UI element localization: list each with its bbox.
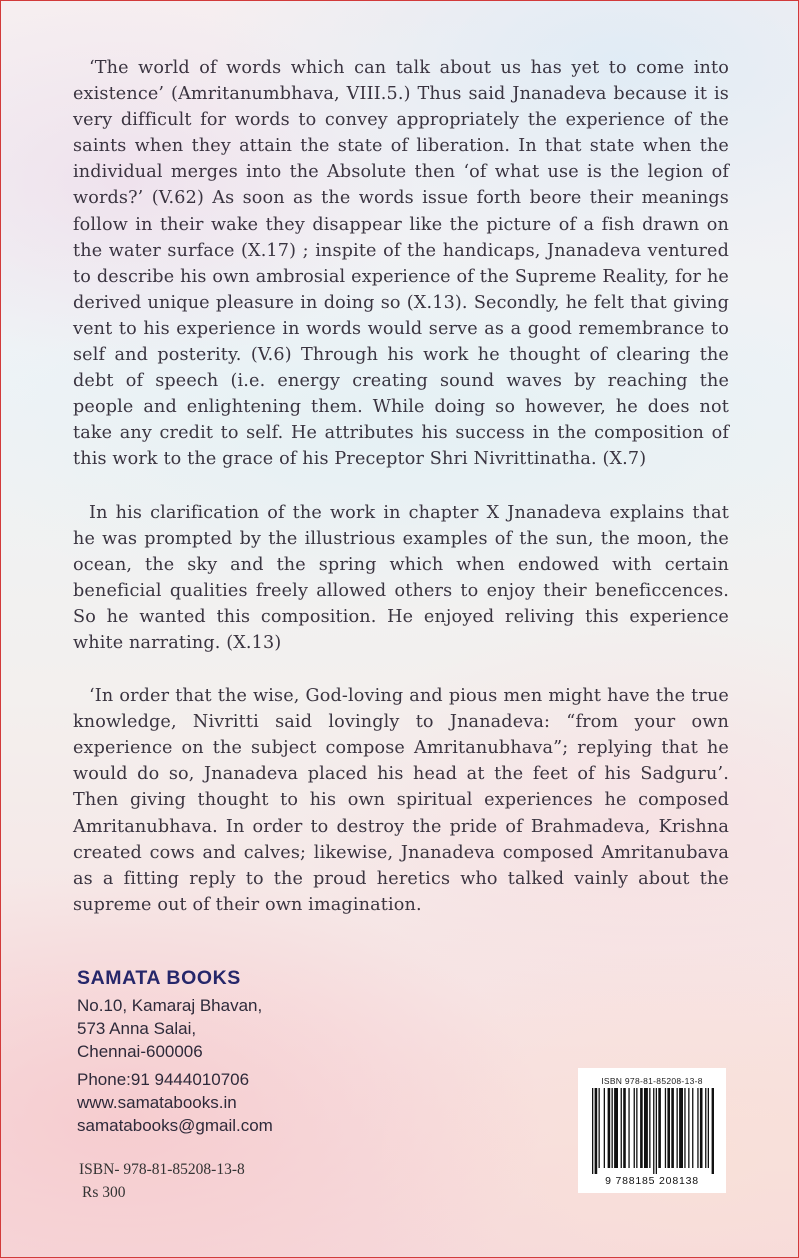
isbn-price-block	[79, 1158, 245, 1204]
barcode-bar	[697, 1088, 698, 1168]
barcode-bar	[665, 1088, 666, 1168]
barcode-bar	[649, 1088, 650, 1168]
publisher-block	[77, 967, 397, 1137]
barcode-bar	[692, 1088, 693, 1168]
barcode-bar	[608, 1088, 611, 1168]
barcode-bar	[658, 1088, 661, 1168]
barcode-bar	[656, 1088, 657, 1174]
barcode-isbn-label: ISBN 978-81-85208-13-8	[601, 1076, 703, 1086]
barcode-bar	[705, 1088, 706, 1168]
barcode-bar	[640, 1088, 643, 1168]
barcode-bar	[599, 1088, 600, 1168]
barcode-bar	[712, 1088, 714, 1174]
barcode-bar	[592, 1088, 593, 1174]
barcode-bar	[612, 1088, 613, 1168]
price-text: Rs 300	[82, 1184, 126, 1201]
barcode-digits: 9 788185 208138	[605, 1175, 699, 1187]
barcode-bar	[653, 1088, 654, 1174]
address-line-2: 573 Anna Salai,	[77, 1019, 197, 1039]
barcode-bar	[621, 1088, 622, 1168]
address-line-1: No.10, Kamaraj Bhavan,	[77, 996, 263, 1015]
barcode-bar	[667, 1088, 670, 1168]
barcode-bar	[604, 1088, 605, 1168]
blurb-paragraph-1: ‘The world of words which can talk about us has yet to come into existence’ (Amritanumbhava, VIII.5.) Thus said Jnanadeva because it is very difficult for words to convey appropriately the experience of the saints when they attain the state of liberation. In that state when the individual merges into the Absolute then ‘of what use is the legion of words?’ (V.62) As soon as the words issue forth beore their meanings follow in their wake they disappear like the picture of a fish drawn on the water surface (X.17) ; inspite of the handicaps, Jnanadeva ventured to describe his own ambrosial experience of the Supreme Reality, for he derived unique pleasure in doing so (X.13). Secondly, he felt that giving vent to his experience in words would serve as a good remembrance to self and posterity. (V.6) Through his work he thought of clearing the debt of speech (i.e. energy creating sound waves by reaching the people and enlightening them. While doing so however, he does not take any credit to self. He attributes his success in the composition of this work to the grace of his Preceptor Shri Nivrittinatha. (X.7)	[73, 58, 729, 470]
blurb-paragraph-3: ‘In order that the wise, God-loving and pious men might have the true knowledge, Nivritti said lovingly to Jnanadeva: “from your own experience on the subject compose Amritanubhava”; replying that he would do so, Jnanadeva placed his head at the feet of his Sadguru’. Then giving thought to his own spiritual experiences he composed Amritanubhava. In order to destroy the pride of Brahmadeva, Krishna created cows and calves; likewise, Jnanadeva composed Amritanubava as a fitting reply to the proud heretics who talked vainly about the supreme out of their own imagination.	[73, 686, 729, 915]
publisher-email: samatabooks@gmail.com	[77, 1116, 273, 1136]
barcode-bar	[684, 1088, 685, 1168]
barcode-bar	[595, 1088, 598, 1174]
barcode-bar	[679, 1088, 683, 1168]
publisher-phone: Phone:91 9444010706	[77, 1069, 250, 1089]
barcode-bar	[634, 1088, 635, 1168]
barcode-bar	[708, 1088, 709, 1168]
barcode-bar	[636, 1088, 637, 1168]
publisher-website: www.samatabooks.in	[77, 1092, 237, 1112]
barcode-bar	[671, 1088, 674, 1168]
barcode-bar	[614, 1088, 618, 1168]
barcode-bar	[700, 1088, 703, 1168]
barcode-icon	[590, 1088, 714, 1176]
publisher-name: SAMATA BOOKS	[77, 967, 241, 989]
barcode-panel	[578, 1068, 726, 1193]
blurb-text	[73, 55, 729, 945]
isbn-text: ISBN- 978-81-85208-13-8	[79, 1161, 245, 1178]
barcode-bar	[644, 1088, 648, 1168]
barcode-bar	[688, 1088, 689, 1168]
barcode-bar	[628, 1088, 629, 1168]
barcode-bar	[623, 1088, 626, 1168]
barcode-bar	[677, 1088, 678, 1168]
blurb-paragraph-2: In his clarification of the work in chapter X Jnanadeva explains that he was prompted by the illustrious examples of the sun, the moon, the ocean, the sky and the spring which when endowed with certain beneficial qualities freely allowed others to enjoy their beneficcences. So he wanted this composition. He enjoyed reliving this experience white narrating. (X.13)	[73, 502, 729, 653]
address-line-3: Chennai-600006	[77, 1042, 203, 1062]
